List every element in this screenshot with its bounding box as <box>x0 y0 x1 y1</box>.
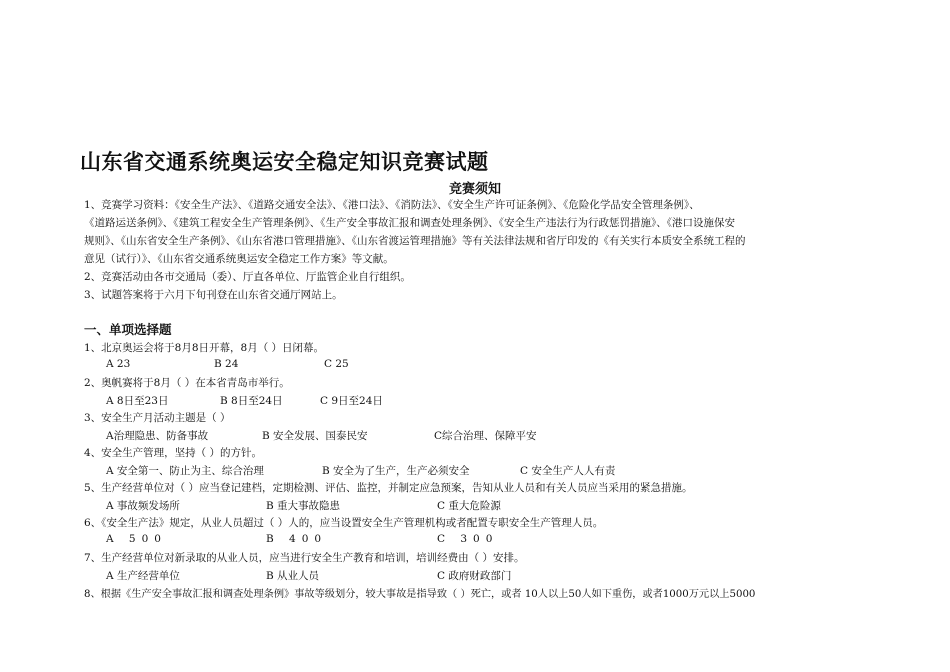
notice-heading: 竞赛须知 <box>448 182 501 197</box>
page-title: 山东省交通系统奥运安全稳定知识竞赛试题 <box>80 150 489 174</box>
option-b: B 安全为了生产，生产必须安全 <box>322 465 470 477</box>
option-a: A 事故频发场所 <box>106 500 180 512</box>
option-b: B 重大事故隐患 <box>266 500 341 512</box>
option-b: B 从业人员 <box>266 570 320 582</box>
option-b: B 安全发展、国泰民安 <box>262 430 368 442</box>
question-text: 6、《安全生产法》规定，从业人员超过（ ）人的，应当设置安全生产管理机构或者配置专职安全生产管理人员。 <box>84 517 604 529</box>
option-c: C 安全生产人人有责 <box>520 465 616 477</box>
option-c: C 政府财政部门 <box>437 570 512 582</box>
notice-line: 规则》、《山东省安全生产条例》、《山东省港口管理措施》、《山东省渡运管理措施》等有关法律法规和省厅印发的《有关实行本质安全系统工程的 <box>84 235 746 247</box>
option-a: A 生产经营单位 <box>106 570 180 582</box>
option-c: C 300 <box>437 533 499 545</box>
option-c: C 9日至24日 <box>320 395 383 407</box>
option-c: C 重大危险源 <box>437 500 501 512</box>
question-text: 4、安全生产管理，坚持（ ）的方针。 <box>84 447 263 459</box>
section-heading: 一、单项选择题 <box>84 322 172 337</box>
notice-line: 2、竞赛活动由各市交通局（委）、厅直各单位、厅监管企业自行组织。 <box>84 271 411 283</box>
question-text: 8、根据《生产安全事故汇报和调查处理条例》事故等级划分，较大事故是指导致（ ）死亡，或者 10人以上50人如下重伤，或者1000万元以上5000 <box>84 589 756 600</box>
option-a: A治理隐患、防备事故 <box>106 430 209 442</box>
notice-line: 1、竞赛学习资料：《安全生产法》、《道路交通安全法》、《港口法》、《消防法》、《安全生产许可证条例》、《危险化学品安全管理条例》、 <box>84 199 700 211</box>
option-a: A 500 <box>106 533 167 545</box>
option-c: C综合治理、保障平安 <box>434 430 537 442</box>
question-text: 3、安全生产月活动主题是（ ） <box>84 412 231 424</box>
option-a: A 安全第一、防止为主、综合治理 <box>106 465 264 477</box>
notice-line: 意见（试行）》、《山东省交通系统奥运安全稳定工作方案》等文献。 <box>84 253 394 265</box>
option-b: B 8日至24日 <box>220 395 283 407</box>
question-text: 7、生产经营单位对新录取的从业人员，应当进行安全生产教育和培训，培训经费由（ ）安排。 <box>84 552 525 564</box>
option-b: B 24 <box>214 358 239 370</box>
question-text: 1、北京奥运会将于8月8日开幕，8月（ ）日闭幕。 <box>84 342 325 354</box>
option-a: A 23 <box>106 358 131 370</box>
question-text: 5、生产经营单位对（ ）应当登记建档，定期检测、评估、监控，并制定应急预案，告知从业人员和有关人员应当采用的紧急措施。 <box>84 482 693 494</box>
option-c: C 25 <box>324 358 349 370</box>
option-a: A 8日至23日 <box>106 395 169 407</box>
notice-line: 3、试题答案将于六月下旬刊登在山东省交通厅网站上。 <box>84 289 343 301</box>
option-b: B 400 <box>266 533 328 545</box>
question-text: 2、奥帆赛将于8月（ ）在本省青岛市举行。 <box>84 377 290 389</box>
notice-line: 《道路运送条例》、《建筑工程安全生产管理条例》、《生产安全事故汇报和调查处理条例》、《安全生产违法行为行政惩罚措施》、《港口设施保安 <box>84 217 735 229</box>
